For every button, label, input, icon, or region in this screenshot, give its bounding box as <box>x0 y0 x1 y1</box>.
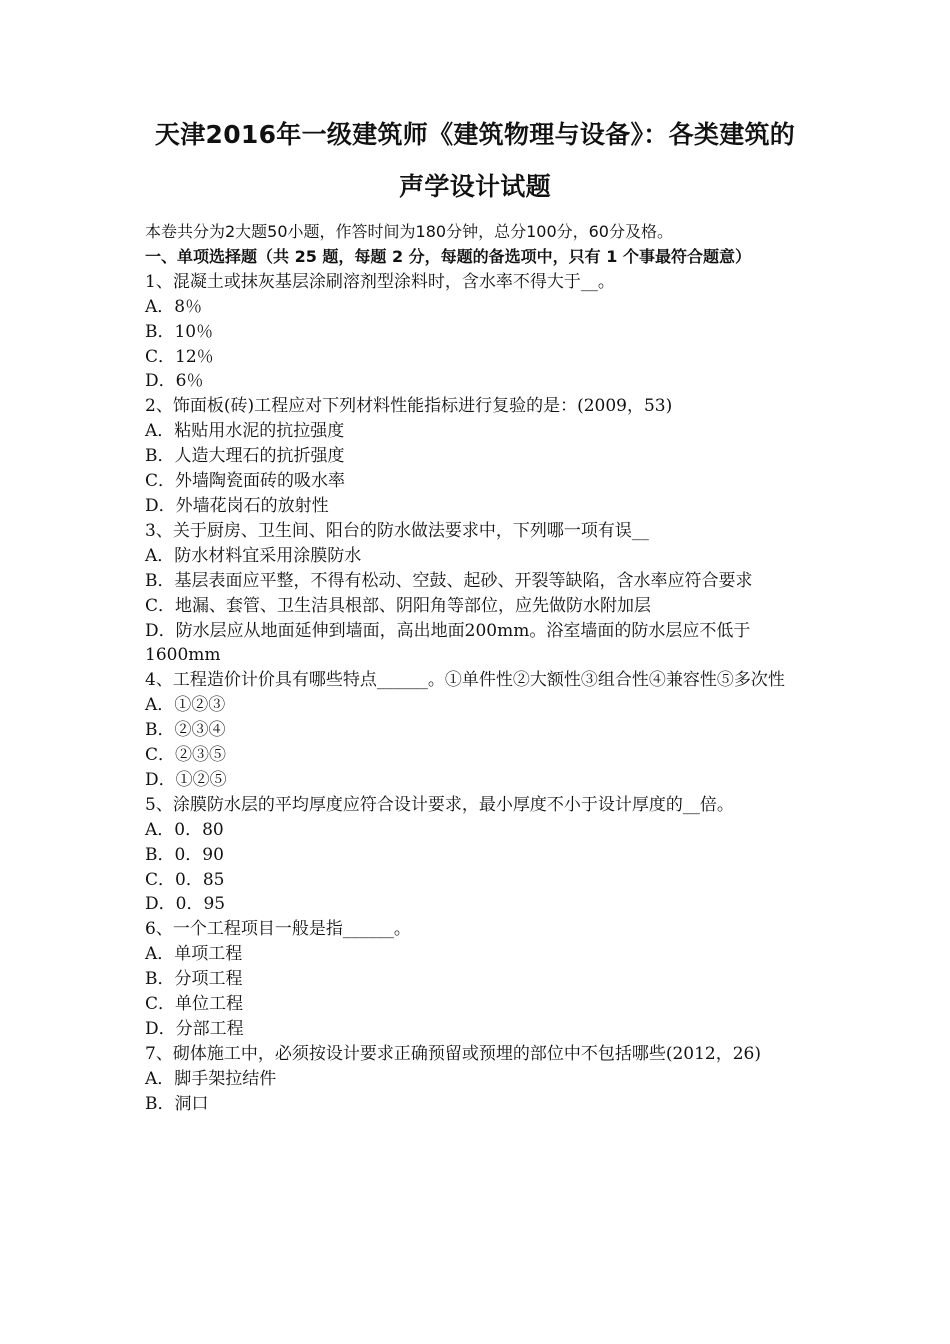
question-4-option-b: B．②③④ <box>145 720 226 741</box>
document-title-line-1: 天津2016年一级建筑师《建筑物理与设备》：各类建筑的 <box>154 120 796 149</box>
question-6-option-a: A．单项工程 <box>145 944 243 965</box>
question-3-option-d: D．防水层应从地面延伸到墙面，高出地面200mm。浴室墙面的防水层应不低于1600mm <box>145 620 751 666</box>
question-2-stem: 2、饰面板(砖)工程应对下列材料性能指标进行复验的是：(2009，53) <box>145 396 673 417</box>
question-1-stem: 1、混凝土或抹灰基层涂刷溶剂型涂料时，含水率不得大于__。 <box>145 271 615 292</box>
question-4-option-a: A．①②③ <box>145 695 226 716</box>
question-4-option-d: D．①②⑤ <box>145 769 227 790</box>
question-7-option-b: B．洞口 <box>145 1093 209 1114</box>
document-title-line-2: 声学设计试题 <box>399 172 551 201</box>
question-3-option-a: A．防水材料宜采用涂膜防水 <box>145 545 362 566</box>
question-6-option-b: B．分项工程 <box>145 969 243 990</box>
question-6-option-c: C．单位工程 <box>145 994 244 1015</box>
exam-intro: 本卷共分为2大题50小题，作答时间为180分钟，总分100分，60分及格。 <box>145 222 673 241</box>
document-body <box>145 220 810 1117</box>
question-1-option-a: A．8％ <box>145 296 203 317</box>
question-4-option-c: C．②③⑤ <box>145 745 227 766</box>
question-7-option-a: A．脚手架拉结件 <box>145 1068 277 1089</box>
question-1-option-c: C．12％ <box>145 346 214 367</box>
question-5-option-d: D．0．95 <box>145 894 226 915</box>
question-2-option-d: D．外墙花岗石的放射性 <box>145 495 329 516</box>
question-4-stem: 4、工程造价计价具有哪些特点______。①单件性②大额性③组合性④兼容性⑤多次性 <box>145 670 785 691</box>
question-1-option-d: D．6％ <box>145 371 204 392</box>
question-5-option-a: A．0．80 <box>145 819 224 840</box>
question-5-stem: 5、涂膜防水层的平均厚度应符合设计要求，最小厚度不小于设计厚度的__倍。 <box>145 794 734 815</box>
question-3-option-b: B．基层表面应平整，不得有松动、空鼓、起砂、开裂等缺陷，含水率应符合要求 <box>145 570 753 591</box>
question-3-stem: 3、关于厨房、卫生间、阳台的防水做法要求中，下列哪一项有误__ <box>145 520 649 541</box>
question-5-option-b: B．0．90 <box>145 844 224 865</box>
section-heading: 一、单项选择题（共 25 题，每题 2 分，每题的备选项中，只有 1 个事最符合题意） <box>145 246 751 266</box>
question-2-option-b: B．人造大理石的抗折强度 <box>145 446 345 467</box>
question-3-option-c: C．地漏、套管、卫生洁具根部、阴阳角等部位，应先做防水附加层 <box>145 595 652 616</box>
question-6-option-d: D．分部工程 <box>145 1019 244 1039</box>
question-7-stem: 7、砌体施工中，必须按设计要求正确预留或预埋的部位中不包括哪些(2012，26) <box>145 1043 761 1064</box>
question-2-option-c: C．外墙陶瓷面砖的吸水率 <box>145 471 346 492</box>
question-1-option-b: B．10％ <box>145 321 214 342</box>
question-2-option-a: A．粘贴用水泥的抗拉强度 <box>145 421 345 442</box>
question-6-stem: 6、一个工程项目一般是指______。 <box>145 919 411 940</box>
question-5-option-c: C．0．85 <box>145 869 225 890</box>
